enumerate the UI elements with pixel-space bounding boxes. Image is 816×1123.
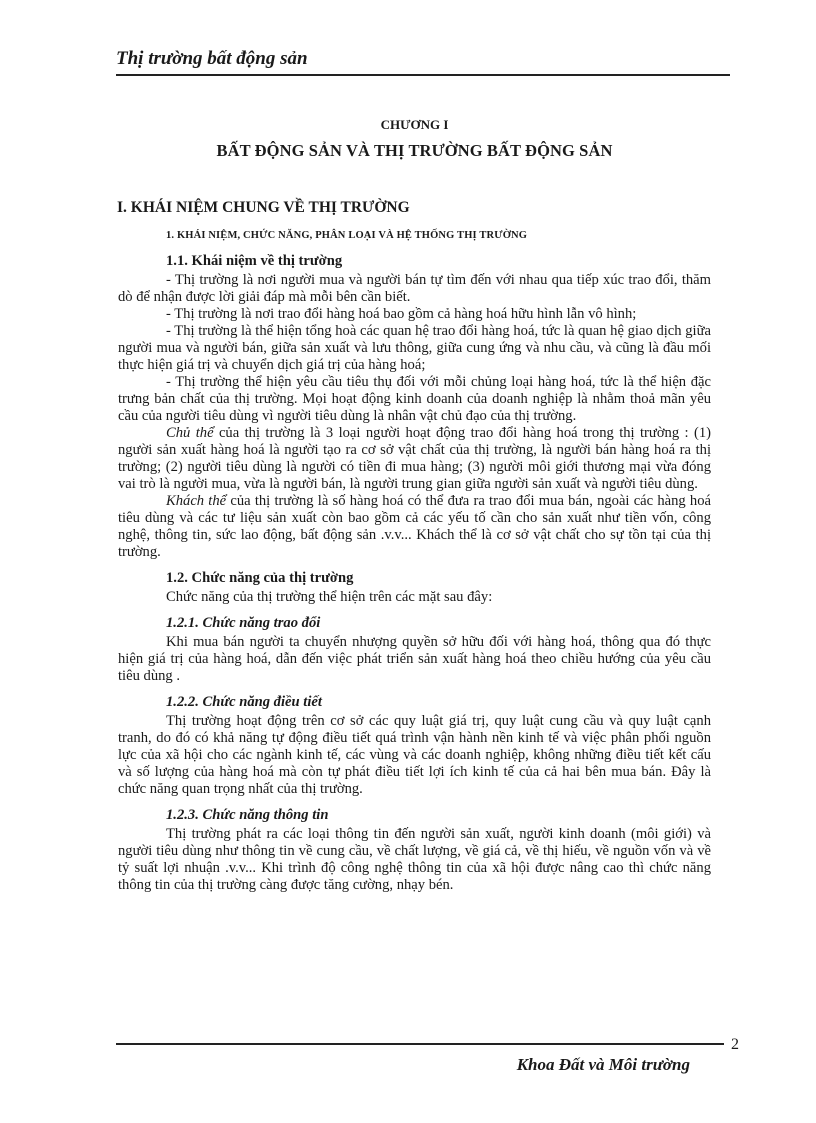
section-heading: I. KHÁI NIỆM CHUNG VỀ THỊ TRƯỜNG [117,199,410,216]
heading-1-2-3: 1.2.3. Chức năng thông tin [166,807,329,823]
footer-text: Khoa Đất và Môi trường [516,1055,690,1074]
paragraph: Khi mua bán người ta chuyển nhượng quyền sở hữu đối với hàng hoá, thông qua đó thực hiện giá trị của hàng hoá, dẫn đến việc phát triển sản xuất hàng hoá theo chiều hướng của yêu cầu tiêu dùng . [118,634,711,684]
chapter-title: BẤT ĐỘNG SẢN VÀ THỊ TRƯỜNG BẤT ĐỘNG SẢN [216,141,613,160]
page-body [118,116,711,894]
paragraph: Thị trường hoạt động trên cơ sở các quy luật giá trị, quy luật cung cầu và quy luật cạnh tranh, do đó có khả năng tự động điều tiết quá trình vận hành nền kinh tế và việc phân phối nguồn lực của xã hội cho các ngành kinh tế, các vùng và các doanh nghiệp, không những điều tiết kết cấu và số lượng của hàng hoá mà còn tự phát điều tiết lợi ích kinh tế của cả hai bên mua bán. Đây là chức năng quan trọng nhất của thị trường. [118,713,711,797]
paragraph-text: của thị trường là 3 loại người hoạt động trao đổi hàng hoá trong thị trường : (1) người sản xuất hàng hoá là người tạo ra cơ sở vật chất của thị trường, là người bán hàng hoá ra thị trường; (2) người tiêu dùng là người có tiền đi mua hàng; (3) người môi giới thương mại vừa đóng vai trò là người mua, vừa là người bán, là người trung gian giữa người sản xuất và người tiêu dùng. [118,425,711,492]
heading-1-2: 1.2. Chức năng của thị trường [166,570,354,586]
paragraph: - Thị trường là nơi người mua và người bán tự tìm đến với nhau qua tiếp xúc trao đổi, thăm dò để nhận được lời giải đáp mà mỗi bên cần biết. [118,272,711,305]
page-number: 2 [731,1036,739,1053]
paragraph [118,425,711,493]
paragraph [118,493,711,561]
heading-1-2-2: 1.2.2. Chức năng điều tiết [166,694,322,710]
paragraph: Thị trường phát ra các loại thông tin đến người sản xuất, người kinh doanh (môi giới) và người tiêu dùng như thông tin về cung cầu, về chất lượng, về giá cả, về thị hiếu, về nguồn vốn và về tỷ suất lợi nhuận .v.v... Khi trình độ công nghệ thông tin của xã hội được nâng cao thì chức năng thông tin của thị trường càng được tăng cường, nhạy bén. [118,826,711,893]
term-subject: Chủ thể [166,425,214,441]
heading-1-2-1: 1.2.1. Chức năng trao đổi [166,615,321,631]
term-object: Khách thể [166,493,227,509]
header-rule [116,74,730,76]
heading-1-1: 1.1. Khái niệm về thị trường [166,253,343,269]
subsection-heading: 1. KHÁI NIỆM, CHỨC NĂNG, PHÂN LOẠI VÀ HỆ THỐNG THỊ TRƯỜNG [166,230,528,241]
paragraph-text: của thị trường là số hàng hoá có thể đưa ra trao đổi mua bán, ngoài các hàng hoá tiêu dùng và các tư liệu sản xuất còn bao gồm cả các yếu tố cần cho sản xuất như tiền vốn, công nghệ, thông tin, sức lao động, bất động sản .v.v... Khách thể là cơ sở vật chất cho sự tồn tại của thị trường. [118,493,711,560]
paragraph: Chức năng của thị trường thể hiện trên các mặt sau đây: [166,589,493,605]
running-header: Thị trường bất động sản [116,48,308,69]
paragraph: - Thị trường là nơi trao đổi hàng hoá bao gồm cả hàng hoá hữu hình lẫn vô hình; [166,306,637,322]
paragraph: - Thị trường thể hiện yêu cầu tiêu thụ đối với mỗi chủng loại hàng hoá, tức là thể hiện đặc trưng bản chất của thị trường. Mọi hoạt động kinh doanh của doanh nghiệp là nhằm thoả mãn yêu cầu của người tiêu dùng vì người tiêu dùng là nhân vật chủ đạo của thị trường. [118,374,711,424]
paragraph: - Thị trường là thể hiện tổng hoà các quan hệ trao đổi hàng hoá, tức là quan hệ giao dịch giữa người mua và người bán, giữa sản xuất và lưu thông, giữa cung ứng và nhu cầu, và cũng là đầu mối thực hiện giá trị và chuyển dịch giá trị của hàng hoá; [118,323,711,373]
footer-rule [116,1043,724,1045]
chapter-label: CHƯƠNG I [380,117,449,132]
